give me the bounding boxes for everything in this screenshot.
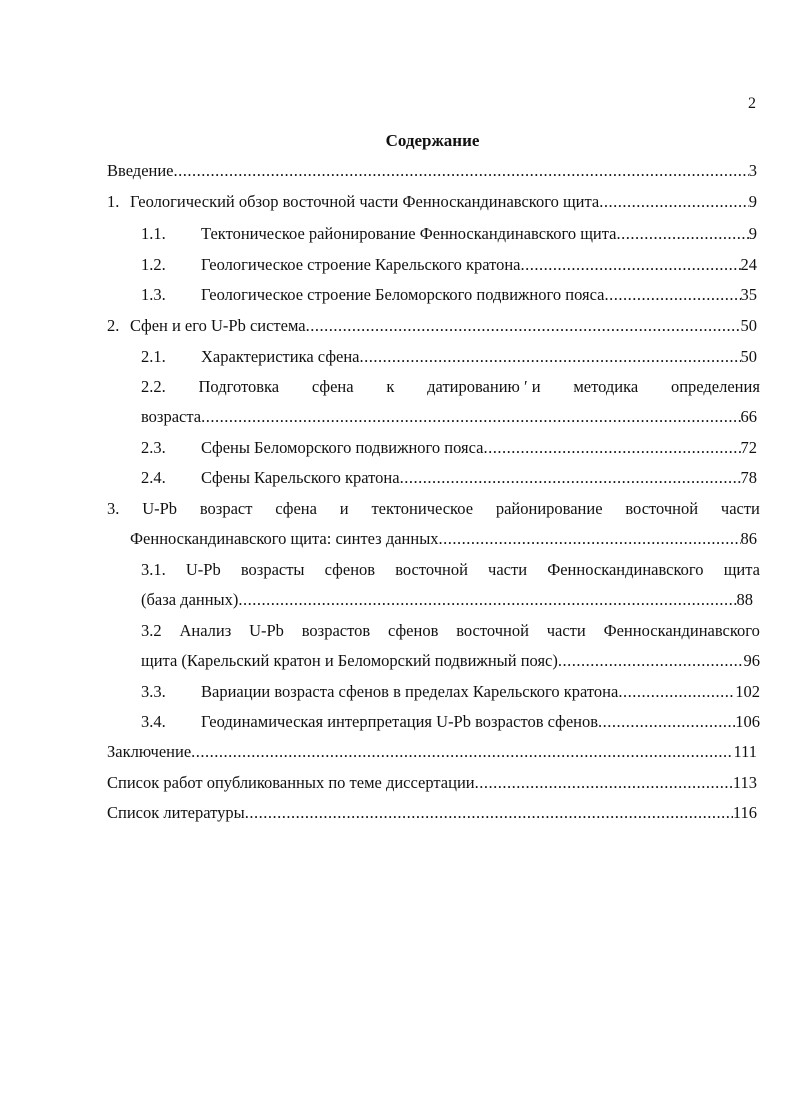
toc-word: щита <box>723 560 760 579</box>
toc-word: определения <box>670 377 760 396</box>
toc-word: восточной <box>625 499 699 518</box>
toc-number: 3. <box>107 499 120 518</box>
toc-entry-references <box>107 803 757 823</box>
toc-entry-2-2-line2 <box>141 407 757 427</box>
toc-word: сфена <box>275 499 317 518</box>
toc-page: 9 <box>748 224 757 243</box>
toc-word: Фенноскандинавского <box>603 621 760 640</box>
toc-page: 3 <box>748 161 757 180</box>
toc-number: 2.4. <box>141 468 166 487</box>
toc-number: 1.3. <box>141 285 166 304</box>
toc-label: Вариации возраста сфенов в пределах Карельского кратона <box>201 682 619 701</box>
leader-dots <box>558 651 744 671</box>
toc-label: Геодинамическая интерпретация U-Pb возрастов сфенов <box>201 712 599 731</box>
toc-page: 106 <box>735 712 760 731</box>
toc-page: 66 <box>740 407 757 426</box>
toc-entry-1-3 <box>141 285 757 305</box>
toc-word: U-Pb <box>142 499 178 518</box>
toc-label: Фенноскандинавского щита: синтез данных <box>130 529 439 548</box>
toc-entry-3-1-line1 <box>141 560 760 580</box>
toc-word: Фенноскандинавского <box>547 560 704 579</box>
toc-page: 35 <box>740 285 757 304</box>
toc-label: Геологическое строение Беломорского подвижного пояса <box>201 285 605 304</box>
leader-dots <box>191 742 733 762</box>
toc-word: методика <box>573 377 639 396</box>
toc-entry-3-2-line2 <box>141 651 760 671</box>
toc-word: U-Pb <box>185 560 221 579</box>
toc-entry-intro <box>107 161 757 181</box>
leader-dots <box>475 773 733 793</box>
leader-dots <box>360 347 741 367</box>
toc-number: 1.2. <box>141 255 166 274</box>
toc-page: 50 <box>740 316 757 335</box>
toc-page: 9 <box>748 192 757 211</box>
toc-number: 3.3. <box>141 682 166 701</box>
toc-entry-2-2-line1 <box>141 377 760 397</box>
toc-label: щита (Карельский кратон и Беломорский подвижный пояс) <box>141 651 558 670</box>
toc-number: 2.2. <box>141 377 166 396</box>
leader-dots <box>400 468 741 488</box>
leader-dots <box>201 407 740 427</box>
toc-entry-publications <box>107 773 757 793</box>
toc-label: Сфен и его U-Pb система <box>130 316 306 335</box>
toc-number: 3.2 <box>141 621 162 640</box>
toc-number: 2.1. <box>141 347 166 366</box>
toc-label: Введение <box>107 161 174 180</box>
toc-page: 72 <box>740 438 757 457</box>
leader-dots <box>174 161 749 181</box>
page-title: Содержание <box>385 131 480 150</box>
toc-word: сфенов <box>387 621 439 640</box>
toc-entry-3-4 <box>141 712 760 732</box>
toc-label: Сфены Беломорского подвижного пояса <box>201 438 484 457</box>
toc-label: Тектоническое районирование Фенноскандинавского щита <box>201 224 617 243</box>
toc-entry-1-1 <box>141 224 757 244</box>
toc-number: 2.3. <box>141 438 166 457</box>
leader-dots <box>484 438 741 458</box>
toc-label: Сфены Карельского кратона <box>201 468 400 487</box>
toc-page: 111 <box>733 742 757 761</box>
toc-word: и <box>339 499 349 518</box>
toc-word: возраст <box>199 499 253 518</box>
toc-entry-2-3 <box>141 438 757 458</box>
toc-entry-3-2-line1 <box>141 621 760 641</box>
toc-label: Характеристика сфена <box>201 347 360 366</box>
leader-dots <box>238 590 736 610</box>
toc-word: датированию ′ и <box>427 377 541 396</box>
toc-word: сфена <box>311 377 354 396</box>
toc-word: районирование <box>495 499 603 518</box>
leader-dots <box>604 285 740 305</box>
toc-entry-2-1 <box>141 347 757 367</box>
toc-label: Список работ опубликованных по теме диссертации <box>107 773 475 792</box>
toc-entry-chapter-2 <box>107 316 757 336</box>
toc-word: возрастов <box>301 621 371 640</box>
toc-entry-3-1-line2 <box>141 590 753 610</box>
toc-page: 86 <box>740 529 757 548</box>
toc-word: части <box>720 499 760 518</box>
toc-label: Геологическое строение Карельского кратона <box>201 255 521 274</box>
toc-number: 2. <box>107 316 120 335</box>
toc-number: 1.1. <box>141 224 166 243</box>
leader-dots <box>439 529 741 549</box>
toc-page: 50 <box>740 347 757 366</box>
toc-word: части <box>488 560 528 579</box>
toc-word: восточной <box>395 560 468 579</box>
toc-entry-3-3 <box>141 682 760 702</box>
leader-dots <box>521 255 741 275</box>
toc-word: сфенов <box>324 560 376 579</box>
toc-entry-2-4 <box>141 468 757 488</box>
toc-entry-chapter-3-line1 <box>107 499 760 519</box>
leader-dots <box>616 224 748 244</box>
toc-entry-chapter-1 <box>107 192 757 212</box>
toc-number: 1. <box>107 192 120 211</box>
toc-word: тектоническое <box>371 499 474 518</box>
toc-label: Геологический обзор восточной части Фенноскандинавского щита <box>130 192 600 211</box>
leader-dots <box>598 712 735 732</box>
toc-label: возраста <box>141 407 202 426</box>
toc-page: 116 <box>732 803 757 822</box>
toc-entry-1-2 <box>141 255 757 275</box>
toc-number: 3.4. <box>141 712 166 731</box>
page-number: 2 <box>748 95 756 112</box>
toc-number: 3.1. <box>141 560 166 579</box>
toc-page: 88 <box>736 590 753 609</box>
toc-page: 78 <box>740 468 757 487</box>
toc-label: (база данных) <box>141 590 239 609</box>
toc-word: Анализ <box>179 621 232 640</box>
leader-dots <box>618 682 735 702</box>
toc-word: к <box>386 377 395 396</box>
leader-dots <box>599 192 749 212</box>
toc-word: возрасты <box>240 560 305 579</box>
leader-dots <box>245 803 733 823</box>
toc-page: 24 <box>740 255 757 274</box>
toc-page: 96 <box>743 651 760 670</box>
toc-label: Заключение <box>107 742 192 761</box>
toc-label: Список литературы <box>107 803 245 822</box>
toc-word: части <box>546 621 586 640</box>
leader-dots <box>306 316 741 336</box>
toc-entry-conclusion <box>107 742 757 762</box>
toc-word: Подготовка <box>198 377 280 396</box>
toc-page: 113 <box>732 773 757 792</box>
toc-word: восточной <box>456 621 529 640</box>
toc-entry-chapter-3-line2 <box>130 529 757 549</box>
toc-page: 102 <box>735 682 760 701</box>
toc-word: U-Pb <box>249 621 284 640</box>
